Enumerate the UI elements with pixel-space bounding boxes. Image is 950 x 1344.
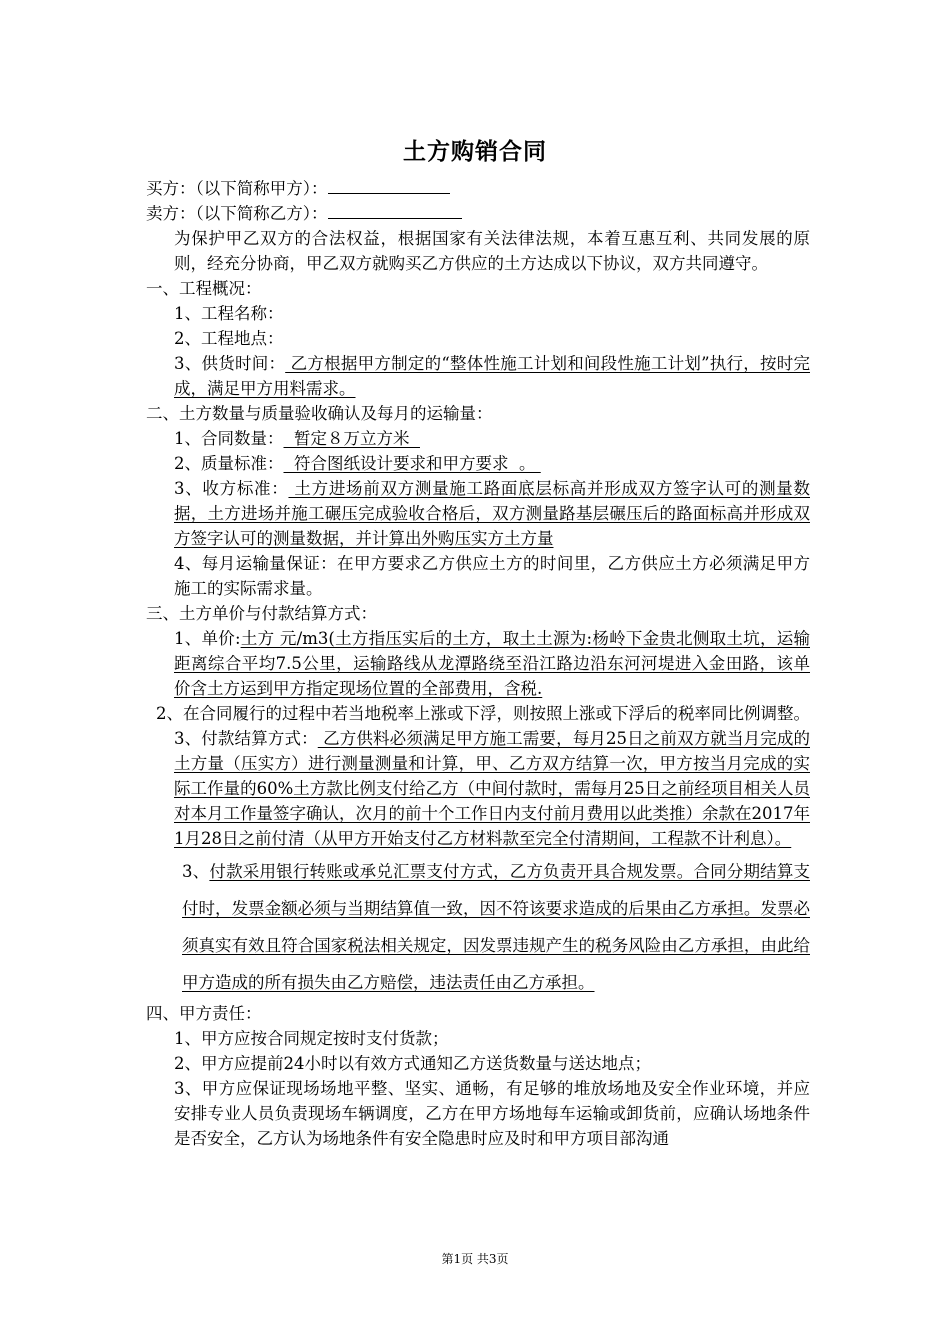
- section3-heading: 三、土方单价与付款结算方式：: [146, 604, 377, 623]
- page-footer: 第1页 共3页: [441, 1252, 509, 1266]
- s2-item2-value: 符合图纸设计要求和甲方要求 。: [283, 454, 541, 473]
- s2-item3-value: 土方进场前双方测量施工路面底层标高并形成双方签字认可的测量数据，土方进场并施工碾压完成验收合格后，双方测量路基层碾压后的路面标高并形成双方签字认可的测量数据，并计算出外购压实方土方量: [174, 479, 810, 548]
- s2-item3: [146, 476, 810, 551]
- s1-item1: 1、工程名称：: [174, 304, 284, 323]
- s3-item3b-label: 3、: [182, 862, 210, 881]
- s1-item3-value: 乙方根据甲方制定的“整体性施工计划和间段性施工计划”执行，按时完成，满足甲方用料需求。: [174, 354, 810, 398]
- s4-item2: 2、甲方应提前24小时以有效方式通知乙方送货数量与送达地点；: [174, 1054, 651, 1073]
- section2-heading: 二、土方数量与质量验收确认及每月的运输量：: [146, 404, 493, 423]
- s3-item3-label: 3、付款结算方式：: [174, 729, 318, 748]
- seller-blank: [328, 201, 462, 219]
- s3-item2: 2、在合同履行的过程中若当地税率上涨或下浮，则按照上涨或下浮后的税率同比例调整。: [156, 704, 810, 723]
- intro-paragraph: 为保护甲乙双方的合法权益，根据国家有关法律法规，本着互惠互利、共同发展的原则，经充分协商，甲乙双方就购买乙方供应的土方达成以下协议，双方共同遵守。: [174, 229, 810, 273]
- seller-label: 卖方：（以下简称乙方）：: [146, 204, 328, 223]
- s1-item3-label: 3、供货时间：: [174, 354, 286, 373]
- s2-item3-label: 3、收方标准：: [174, 479, 289, 498]
- s3-item3: [146, 726, 810, 851]
- s1-item3: [146, 351, 810, 401]
- document-title: 土方购销合同: [403, 139, 547, 165]
- seller-line: [146, 201, 810, 226]
- document-body: [146, 176, 810, 1151]
- s4-item1: 1、甲方应按合同规定按时支付货款；: [174, 1029, 449, 1048]
- s2-item2-label: 2、质量标准：: [174, 454, 284, 473]
- buyer-label: 买方：（以下简称甲方）：: [146, 179, 328, 198]
- buyer-blank: [328, 176, 450, 194]
- s2-item1-value: 暂定８万立方米: [283, 429, 420, 448]
- s3-item1: [146, 626, 810, 701]
- s3-item1-label: 1、单价:: [174, 629, 241, 648]
- section1-heading: 一、工程概况：: [146, 279, 262, 298]
- buyer-line: [146, 176, 810, 201]
- s1-item2: 2、工程地点：: [174, 329, 284, 348]
- s3-item3b-value: 付款采用银行转账或承兑汇票支付方式，乙方负责开具合规发票。合同分期结算支付时，发票金额必须与当期结算值一致，因不符该要求造成的后果由乙方承担。发票必须真实有效且符合国家税法相关规定，因发票违规产生的税务风险由乙方承担，由此给甲方造成的所有损失由乙方赔偿，违法责任由乙方承担。: [182, 862, 810, 992]
- s3-item3b: [146, 853, 810, 1001]
- s4-item3: 3、甲方应保证现场场地平整、坚实、通畅，有足够的堆放场地及安全作业环境，并应安排专业人员负责现场车辆调度，乙方在甲方场地每车运输或卸货前，应确认场地条件是否安全，乙方认为场地条件有安全隐患时应及时和甲方项目部沟通: [174, 1079, 810, 1148]
- s2-item1-label: 1、合同数量：: [174, 429, 284, 448]
- s2-item4: 4、每月运输量保证：在甲方要求乙方供应土方的时间里，乙方供应土方必须满足甲方施工的实际需求量。: [174, 554, 810, 598]
- s2-item1: [146, 426, 810, 451]
- s2-item2: [146, 451, 810, 476]
- section4-heading: 四、甲方责任：: [146, 1004, 262, 1023]
- s3-item1-value: 土方 元/m3(土方指压实后的土方，取土土源为:杨岭下金贵北侧取土坑，运输距离综合平均7.5公里，运输路线从龙潭路绕至沿江路边沿东河河堤进入金田路，该单价含土方运到甲方指定现场位置的全部费用，含税.: [174, 629, 810, 698]
- s3-item3-value: 乙方供料必须满足甲方施工需要，每月25日之前双方就当月完成的土方量（压实方）进行测量测量和计算，甲、乙方双方结算一次，甲方按当月完成的实际工作量的60%土方款比例支付给乙方（中间付款时，需每月25日之前经项目相关人员对本月工作量签字确认，次月的前十个工作日内支付前月费用以此类推）余款在2017年1月28日之前付清（从甲方开始支付乙方材料款至完全付清期间，工程款不计利息）。: [174, 729, 810, 848]
